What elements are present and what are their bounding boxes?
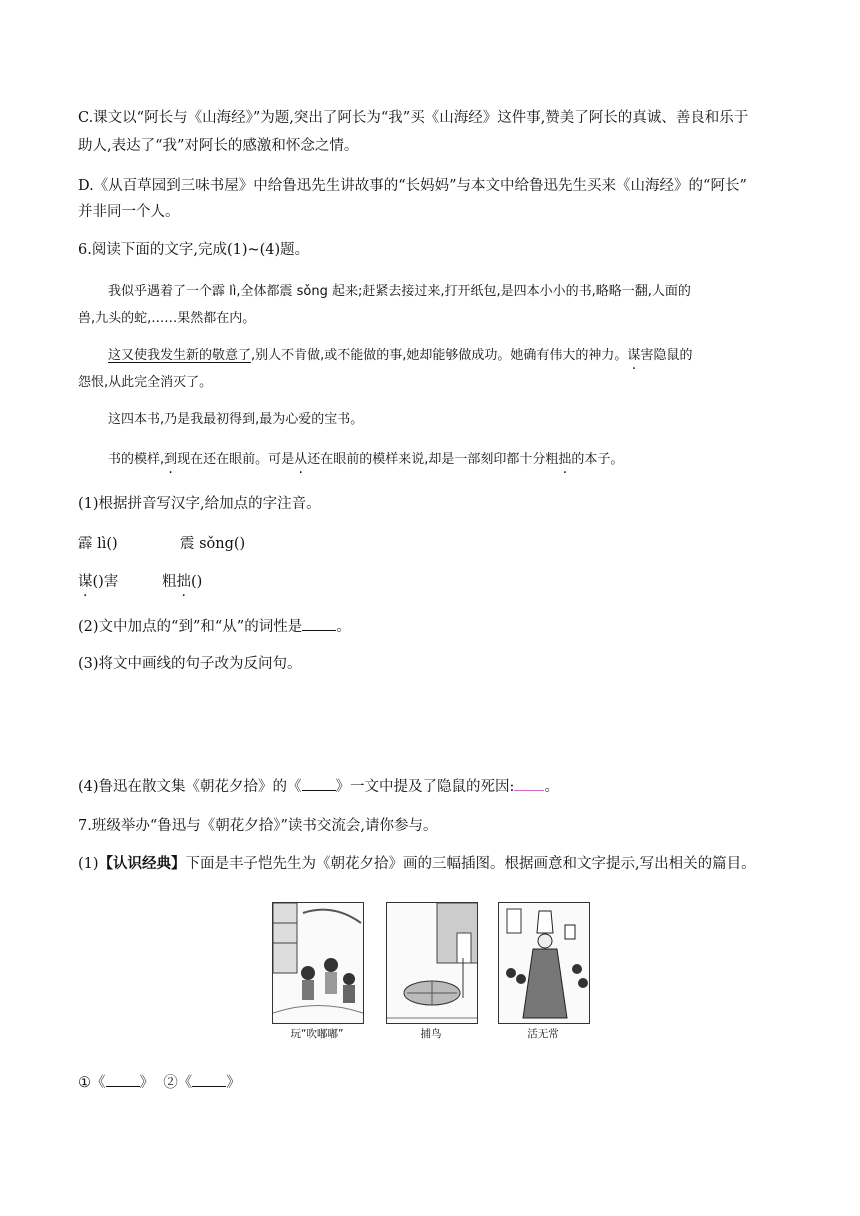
passage-text: 害隐鼠的 — [640, 348, 693, 363]
answer-text: 粗 — [162, 574, 177, 590]
caption-2: 捕鸟 — [420, 1028, 442, 1040]
answer-line-7-1 — [78, 1072, 241, 1093]
illustration-chuidudu — [272, 902, 364, 1024]
answer-blank-1[interactable] — [106, 1072, 140, 1087]
section-tag: 【认识经典】 — [98, 855, 186, 872]
question-text: (1) — [78, 856, 99, 872]
passage-text: 书的模样, — [108, 452, 165, 467]
passage-text: 还在眼前的模样来说,却是一部刻印都十分粗 — [307, 452, 559, 467]
question-text: 》一文中提及了隐鼠的死因: — [335, 779, 515, 795]
option-d-line1: D.《从百草园到三味书屋》中给鲁迅先生讲故事的“长妈妈”与本文中给鲁迅先生买来《山海经》的“阿长” — [78, 178, 747, 194]
passage-text: 现在还在眼前。可是 — [177, 452, 295, 467]
dotted-char-dao: 到 — [164, 452, 178, 467]
answer-text: ②《 — [163, 1075, 193, 1091]
answer-blank-cause[interactable] — [514, 776, 544, 791]
passage-text: 的本子。 — [571, 452, 624, 467]
question-7-stem: 7.班级举办“鲁迅与《朝花夕拾》”读书交流会,请你参与。 — [78, 818, 438, 834]
question-text: (4)鲁迅在散文集《朝花夕拾》的《 — [78, 779, 302, 795]
dotted-char-zhuo: 拙 — [176, 574, 191, 590]
answer-pili: 霹 lì() — [78, 536, 118, 552]
answer-text: () — [191, 574, 203, 590]
caption-3: 活无常 — [527, 1028, 559, 1040]
passage-text: ,别人不肯做,或不能做的事,她却能够做成功。她确有伟大的神力。 — [251, 348, 628, 363]
dotted-char-cong: 从 — [294, 452, 308, 467]
sub-question-7-1 — [78, 854, 756, 874]
question-text: 下面是丰子恺先生为《朝花夕拾》画的三幅插图。根据画意和文字提示,写出相关的篇目。 — [185, 856, 756, 872]
illustration-huowuchang — [498, 902, 590, 1024]
sub-question-6-4 — [78, 776, 559, 797]
sub-question-6-3: (3)将文中画线的句子改为反问句。 — [78, 656, 302, 672]
answer-zhensong: 震 sǒng() — [180, 536, 246, 552]
question-text: 。 — [336, 619, 351, 635]
dotted-char-zhuo: 拙 — [558, 452, 572, 467]
caption-1: 玩“吹嘟嘟” — [290, 1028, 344, 1040]
answer-text: ()害 — [92, 574, 119, 590]
passage-paragraph-1b: 兽,九头的蛇,……果然都在内。 — [78, 311, 256, 326]
question-text: 。 — [544, 779, 559, 795]
question-text: (2)文中加点的“到”和“从”的词性是 — [78, 619, 303, 635]
passage-paragraph-4 — [108, 450, 623, 470]
question-6-stem: 6.阅读下面的文字,完成(1)~(4)题。 — [78, 242, 310, 258]
illustration-buniao — [386, 902, 478, 1024]
option-c-line1: C.课文以“阿长与《山海经》”为题,突出了阿长为“我”买《山海经》这件事,赞美了阿长的真诚、善良和乐于 — [78, 110, 749, 126]
passage-paragraph-2b: 怨恨,从此完全消灭了。 — [78, 375, 213, 390]
answer-blank-2[interactable] — [192, 1072, 226, 1087]
sub-question-6-2 — [78, 616, 351, 637]
passage-paragraph-3: 这四本书,乃是我最初得到,最为心爱的宝书。 — [108, 412, 364, 427]
answer-text: ①《 — [78, 1075, 106, 1091]
bird-trap-icon — [387, 903, 478, 1023]
answer-text: 》 — [139, 1075, 154, 1091]
answer-cuzhuo — [162, 572, 202, 592]
answer-blank[interactable] — [302, 616, 336, 631]
answer-text: 》 — [226, 1075, 241, 1091]
option-c-line2: 助人,表达了“我”对阿长的感激和怀念之情。 — [78, 138, 359, 154]
option-d-line2: 并非同一个人。 — [78, 204, 180, 220]
dotted-char-mou: 谋 — [78, 574, 93, 590]
passage-paragraph-2a — [108, 346, 692, 366]
answer-mouhai — [78, 572, 118, 592]
dotted-char-mou: 谋 — [627, 348, 641, 363]
children-playing-icon — [273, 903, 363, 1023]
passage-paragraph-1a: 我似乎遇着了一个霹 lì,全体都震 sǒng 起来;赶紧去接过来,打开纸包,是四本小小的书,略略一翻,人面的 — [108, 284, 691, 299]
underlined-sentence: 这又使我发生新的敬意了 — [108, 348, 252, 363]
sub-question-6-1: (1)根据拼音写汉字,给加点的字注音。 — [78, 496, 321, 512]
wuchang-figure-icon — [499, 903, 589, 1023]
answer-blank-title[interactable] — [302, 776, 336, 791]
